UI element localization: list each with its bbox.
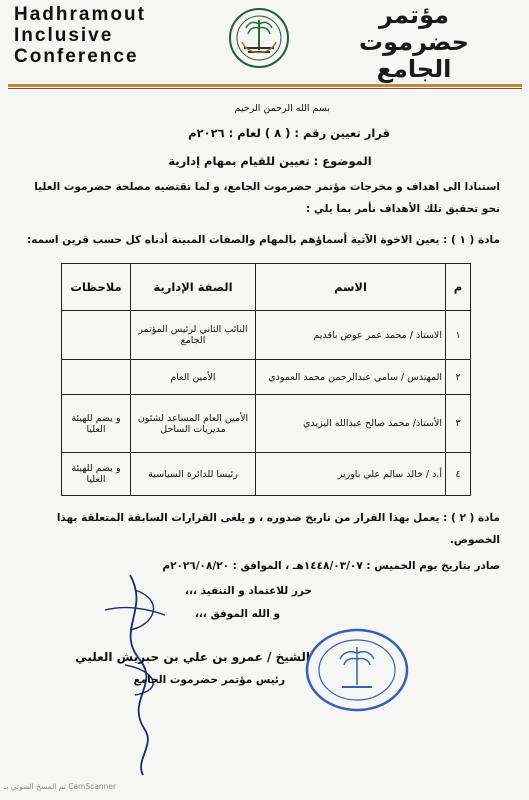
intro-line-1: استنادا الى اهداف و مخرجات مؤتمر حضرموت الجامع، و لما تقتضيه مصلحة حضرموت العليا	[34, 181, 500, 193]
row-note	[62, 360, 131, 395]
decision-title: قرار تعيين رقم : ( ٨ ) لعام : ٢٠٢٦م	[188, 126, 390, 140]
row-role: الأمين العام	[131, 360, 256, 395]
row-role: النائب الثاني لرئيس المؤتمر الجامع	[131, 311, 256, 360]
en-title-line: Inclusive	[14, 25, 114, 46]
official-stamp	[302, 625, 412, 715]
row-number: ١	[446, 311, 471, 360]
intro-line-2: نحو تحقيق تلك الأهداف نأمر بما يلي :	[306, 203, 500, 215]
english-conference-title	[14, 4, 194, 67]
ar-title-line: مؤتمر	[379, 1, 449, 29]
row-name: الاستاذ / محمد عمر عوض باقديم	[256, 311, 446, 360]
table-row	[62, 395, 471, 453]
basmala: بسم الله الرحمن الرحيم	[234, 103, 330, 114]
appointees-table	[61, 263, 471, 496]
col-header-role: الصفة الإدارية	[131, 264, 256, 311]
article-1: مادة ( ١ ) : يعين الاخوة الآتية أسماؤهم بالمهام والصفات المبينة أدناه كل حسب قرين اسمه:	[26, 234, 500, 246]
header-rule-thin	[8, 88, 522, 89]
row-number: ٤	[446, 453, 471, 496]
arabic-conference-title	[339, 2, 489, 83]
closing-line: و الله الموفق ،،،	[194, 608, 280, 620]
table-row	[62, 360, 471, 395]
signer-name: الشيخ / عمرو بن علي بن حبريش العليي	[75, 650, 310, 664]
table-row	[62, 311, 471, 360]
table-row	[62, 453, 471, 496]
row-role: رئيسا للدائرة السياسية	[131, 453, 256, 496]
header-rule	[8, 84, 522, 87]
col-header-name: الاسم	[256, 264, 446, 311]
row-role: الأمين العام المساعد لشئون مديريات الساحل	[131, 395, 256, 453]
row-note	[62, 311, 131, 360]
signer-title: رئيس مؤتمر حضرموت الجامع	[133, 674, 285, 686]
ar-title-line: حضرموت	[359, 28, 469, 56]
en-title-line: Hadhramout	[14, 4, 146, 25]
row-number: ٢	[446, 360, 471, 395]
ar-title-line: الجامع	[376, 55, 452, 83]
adoption-line: حرر للاعتماد و التنفيذ ،،،	[184, 585, 312, 597]
col-header-notes: ملاحظات	[62, 264, 131, 311]
row-name: أ.د / خالد سالم علي باوزير	[256, 453, 446, 496]
scanner-watermark: تم المسح الضوئي بـ CamScanner	[4, 782, 117, 791]
row-name: الأستاذ/ محمد صالح عبدالله اليزيدي	[256, 395, 446, 453]
row-number: ٣	[446, 395, 471, 453]
article-2-line-2: الخصوص.	[449, 534, 500, 546]
col-header-number: م	[446, 264, 471, 311]
en-title-line: Conference	[14, 46, 139, 67]
issue-date: صادر بتاريخ يوم الخميس : ١٤٤٨/٠٣/٠٧هـ ، الموافق : ٢٠٢٦/٠٨/٢٠م	[162, 560, 500, 572]
table-header-row	[62, 264, 471, 311]
article-2-line-1: مادة ( ٢ ) : يعمل بهذا القرار من تاريخ صدوره ، و يلغى القرارات السابقة المتعلقة بهذا	[56, 512, 500, 524]
conference-seal-logo	[228, 6, 290, 70]
subject-line: الموضوع : تعيين للقيام بمهام إدارية	[168, 154, 372, 168]
row-note: و يضم للهيئة العليا	[62, 453, 131, 496]
row-name: المهندس / سامي عبدالرحمن محمد العمودي	[256, 360, 446, 395]
row-note: و يضم للهيئة العليا	[62, 395, 131, 453]
